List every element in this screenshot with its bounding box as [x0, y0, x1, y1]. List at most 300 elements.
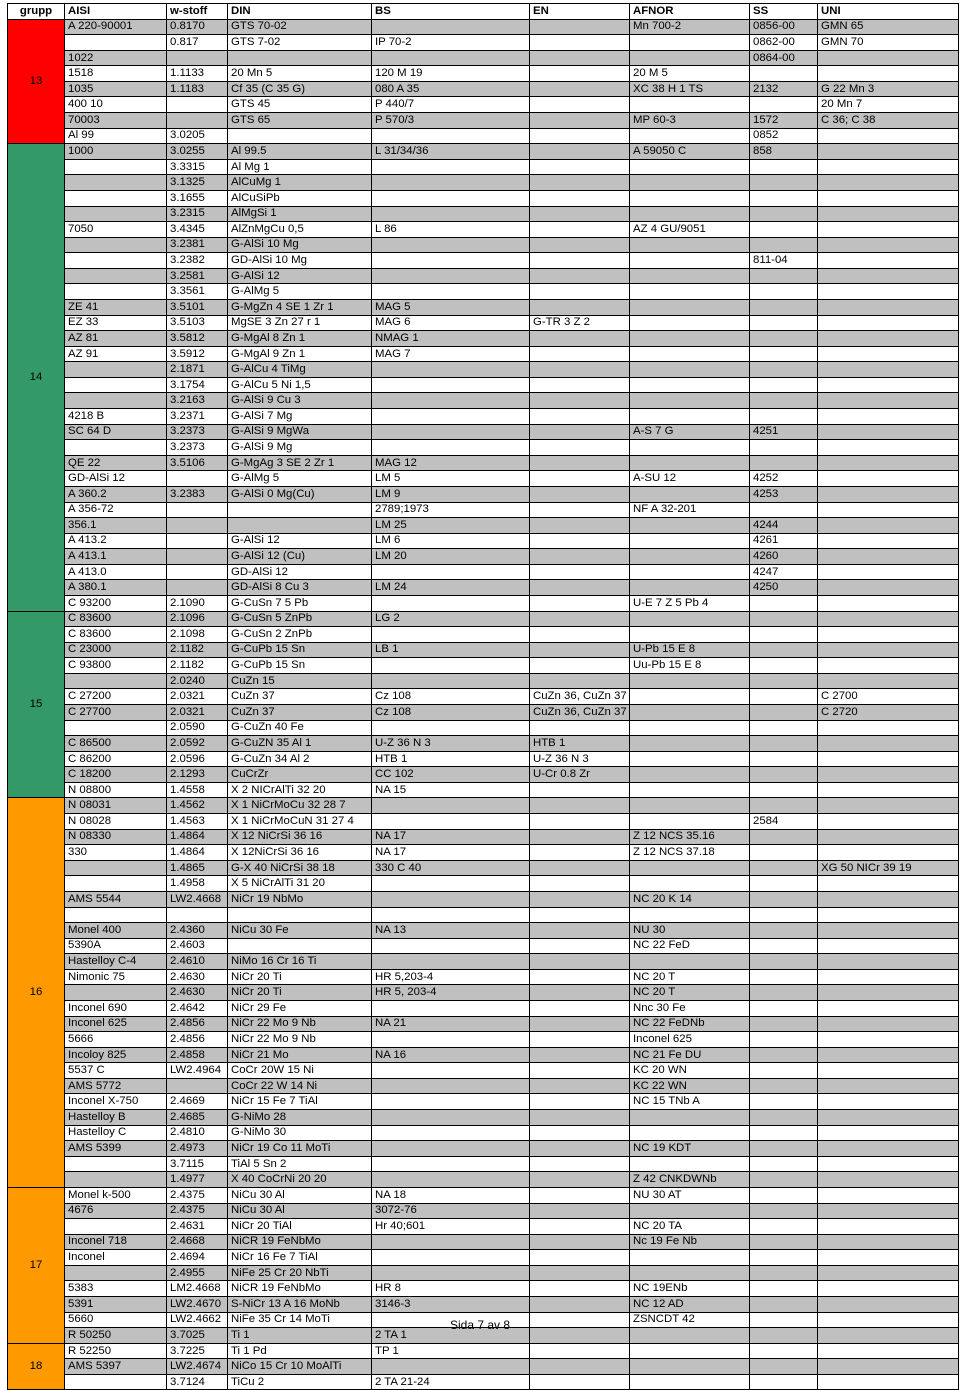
cell-aisi	[65, 362, 167, 378]
cell-bs: LB 1	[372, 642, 530, 658]
cell-ss	[750, 299, 818, 315]
header-grupp: grupp	[8, 4, 65, 20]
cell-uni	[818, 144, 959, 160]
cell-din: NiCu 30 Al	[228, 1187, 372, 1203]
table-row	[8, 362, 959, 378]
table-row	[8, 829, 959, 845]
cell-uni	[818, 377, 959, 393]
cell-din: GTS 70-02	[228, 19, 372, 35]
cell-w-stoff: 2.4642	[167, 1001, 228, 1017]
cell-bs: MAG 5	[372, 299, 530, 315]
group-cell: 14	[8, 144, 65, 611]
cell-aisi: AMS 5397	[65, 1359, 167, 1375]
cell-ss: 4260	[750, 549, 818, 565]
cell-afnor	[630, 518, 750, 534]
table-row	[8, 627, 959, 643]
cell-en	[530, 1016, 630, 1032]
cell-ss	[750, 66, 818, 82]
cell-aisi: R 52250	[65, 1343, 167, 1359]
table-row	[8, 954, 959, 970]
cell-w-stoff: 2.4603	[167, 938, 228, 954]
cell-bs: NMAG 1	[372, 331, 530, 347]
cell-ss	[750, 1032, 818, 1048]
cell-aisi	[65, 673, 167, 689]
cell-din	[228, 907, 372, 923]
cell-afnor	[630, 705, 750, 721]
cell-w-stoff: LW2.4674	[167, 1359, 228, 1375]
cell-uni: XG 50 NICr 39 19	[818, 860, 959, 876]
cell-ss	[750, 97, 818, 113]
table-row	[8, 1110, 959, 1126]
cell-din: NiCr 22 Mo 9 Nb	[228, 1016, 372, 1032]
cell-uni	[818, 159, 959, 175]
cell-uni	[818, 907, 959, 923]
cell-bs: NA 17	[372, 829, 530, 845]
cell-en	[530, 175, 630, 191]
cell-en	[530, 985, 630, 1001]
cell-aisi: GD-AlSi 12	[65, 471, 167, 487]
cell-aisi	[65, 1156, 167, 1172]
cell-en	[530, 190, 630, 206]
cell-afnor: NU 30	[630, 923, 750, 939]
cell-din: G-NiMo 30	[228, 1125, 372, 1141]
cell-en	[530, 564, 630, 580]
header-afnor: AFNOR	[630, 4, 750, 20]
cell-afnor	[630, 128, 750, 144]
cell-en	[530, 627, 630, 643]
cell-uni	[818, 128, 959, 144]
cell-ss	[750, 1141, 818, 1157]
cell-uni	[818, 938, 959, 954]
cell-bs	[372, 798, 530, 814]
cell-w-stoff: LW2.4662	[167, 1312, 228, 1328]
cell-din: GTS 45	[228, 97, 372, 113]
cell-afnor	[630, 206, 750, 222]
cell-aisi: A 356-72	[65, 502, 167, 518]
cell-w-stoff: 3.2383	[167, 486, 228, 502]
cell-aisi	[65, 206, 167, 222]
cell-aisi: Nimonic 75	[65, 969, 167, 985]
cell-aisi	[65, 159, 167, 175]
cell-afnor	[630, 580, 750, 596]
header-w-stoff: w-stoff	[167, 4, 228, 20]
cell-en	[530, 1203, 630, 1219]
cell-uni: G 22 Mn 3	[818, 81, 959, 97]
cell-aisi	[65, 377, 167, 393]
cell-w-stoff: 2.0321	[167, 705, 228, 721]
cell-din: Al 99.5	[228, 144, 372, 160]
cell-aisi: N 08800	[65, 782, 167, 798]
cell-aisi: A 380.1	[65, 580, 167, 596]
cell-aisi	[65, 393, 167, 409]
cell-bs	[372, 673, 530, 689]
cell-uni	[818, 409, 959, 425]
cell-en	[530, 829, 630, 845]
cell-aisi: N 08330	[65, 829, 167, 845]
cell-din: G-AlSi 9 Mg	[228, 440, 372, 456]
cell-bs: Cz 108	[372, 705, 530, 721]
cell-w-stoff: 3.2373	[167, 424, 228, 440]
cell-w-stoff: 2.1871	[167, 362, 228, 378]
cell-aisi	[65, 907, 167, 923]
table-row	[8, 1156, 959, 1172]
cell-afnor	[630, 237, 750, 253]
cell-ss	[750, 1125, 818, 1141]
table-row	[8, 985, 959, 1001]
table-row	[8, 128, 959, 144]
cell-w-stoff: 2.4685	[167, 1110, 228, 1126]
cell-ss	[750, 798, 818, 814]
cell-afnor: 20 M 5	[630, 66, 750, 82]
cell-din: G-AlSi 9 Cu 3	[228, 393, 372, 409]
cell-din: NiCr 21 Mo	[228, 1047, 372, 1063]
cell-ss	[750, 1110, 818, 1126]
cell-ss	[750, 642, 818, 658]
cell-aisi: C 93800	[65, 658, 167, 674]
cell-bs	[372, 1078, 530, 1094]
cell-en	[530, 19, 630, 35]
cell-w-stoff: 3.5101	[167, 299, 228, 315]
cell-bs	[372, 1141, 530, 1157]
cell-din: NiCr 15 Fe 7 TiAl	[228, 1094, 372, 1110]
table-row	[8, 1203, 959, 1219]
cell-w-stoff: 2.4955	[167, 1265, 228, 1281]
cell-w-stoff: 2.0592	[167, 736, 228, 752]
cell-w-stoff: 3.7115	[167, 1156, 228, 1172]
cell-aisi: C 27200	[65, 689, 167, 705]
group-cell: 18	[8, 1343, 65, 1390]
cell-bs	[372, 1125, 530, 1141]
cell-en	[530, 1125, 630, 1141]
cell-afnor: NC 22 FeD	[630, 938, 750, 954]
cell-afnor	[630, 736, 750, 752]
cell-ss	[750, 767, 818, 783]
cell-uni: C 36; C 38	[818, 113, 959, 129]
cell-ss	[750, 1094, 818, 1110]
cell-afnor: KC 20 WN	[630, 1063, 750, 1079]
cell-uni	[818, 1187, 959, 1203]
table-row	[8, 564, 959, 580]
cell-uni	[818, 253, 959, 269]
cell-en	[530, 1047, 630, 1063]
cell-afnor: NC 15 TNb A	[630, 1094, 750, 1110]
table-row	[8, 1187, 959, 1203]
cell-w-stoff: 3.5103	[167, 315, 228, 331]
cell-bs: NA 21	[372, 1016, 530, 1032]
table-row	[8, 299, 959, 315]
cell-din: G-AlSi 12	[228, 533, 372, 549]
cell-bs	[372, 1250, 530, 1266]
cell-en	[530, 782, 630, 798]
cell-uni	[818, 564, 959, 580]
cell-din: G-MgAg 3 SE 2 Zr 1	[228, 455, 372, 471]
cell-aisi: AZ 91	[65, 346, 167, 362]
cell-uni	[818, 611, 959, 627]
table-row	[8, 190, 959, 206]
cell-ss	[750, 1281, 818, 1297]
cell-bs	[372, 1001, 530, 1017]
table-row	[8, 35, 959, 51]
cell-din: X 12 NiCrSi 36 16	[228, 829, 372, 845]
table-row	[8, 471, 959, 487]
cell-din: NiCR 19 FeNbMo	[228, 1281, 372, 1297]
cell-ss	[750, 346, 818, 362]
cell-uni	[818, 222, 959, 238]
cell-afnor	[630, 767, 750, 783]
cell-din: CoCr 20W 15 Ni	[228, 1063, 372, 1079]
cell-din: CuZn 37	[228, 689, 372, 705]
cell-din: CuZn 37	[228, 705, 372, 721]
cell-din: GTS 65	[228, 113, 372, 129]
cell-afnor: Inconel 625	[630, 1032, 750, 1048]
table-body	[8, 19, 959, 1390]
cell-afnor	[630, 377, 750, 393]
table-row	[8, 907, 959, 923]
cell-w-stoff: 1.1133	[167, 66, 228, 82]
cell-bs	[372, 237, 530, 253]
cell-bs: HR 8	[372, 1281, 530, 1297]
cell-en	[530, 362, 630, 378]
cell-w-stoff: 3.1325	[167, 175, 228, 191]
cell-ss: 1572	[750, 113, 818, 129]
cell-en	[530, 144, 630, 160]
cell-afnor: Mn 700-2	[630, 19, 750, 35]
cell-ss	[750, 331, 818, 347]
cell-bs: MAG 6	[372, 315, 530, 331]
cell-din: G-AlCu 4 TiMg	[228, 362, 372, 378]
cell-aisi: C 93200	[65, 595, 167, 611]
cell-uni	[818, 518, 959, 534]
cell-din: NiFe 35 Cr 14 MoTi	[228, 1312, 372, 1328]
cell-din: G-AlMg 5	[228, 284, 372, 300]
cell-uni	[818, 1094, 959, 1110]
cell-aisi: Al 99	[65, 128, 167, 144]
cell-afnor	[630, 440, 750, 456]
cell-bs	[372, 50, 530, 66]
cell-afnor	[630, 1125, 750, 1141]
cell-afnor	[630, 954, 750, 970]
table-row	[8, 751, 959, 767]
cell-afnor: NC 22 FeDNb	[630, 1016, 750, 1032]
cell-aisi: C 83600	[65, 627, 167, 643]
cell-ss	[750, 1187, 818, 1203]
table-row	[8, 1359, 959, 1375]
cell-w-stoff	[167, 502, 228, 518]
cell-aisi: QE 22	[65, 455, 167, 471]
cell-uni	[818, 175, 959, 191]
table-row	[8, 409, 959, 425]
cell-ss	[750, 782, 818, 798]
cell-din: NiCo 15 Cr 10 MoAlTi	[228, 1359, 372, 1375]
cell-aisi	[65, 284, 167, 300]
cell-en	[530, 97, 630, 113]
cell-afnor	[630, 564, 750, 580]
table-row	[8, 595, 959, 611]
cell-bs: NA 18	[372, 1187, 530, 1203]
page-footer: Sida 7 av 8	[449, 1318, 511, 1332]
cell-ss	[750, 907, 818, 923]
cell-aisi: A 220-90001	[65, 19, 167, 35]
cell-bs: IP 70-2	[372, 35, 530, 51]
table-row	[8, 938, 959, 954]
cell-en	[530, 814, 630, 830]
cell-en	[530, 253, 630, 269]
cell-afnor	[630, 689, 750, 705]
table-row	[8, 1281, 959, 1297]
cell-ss	[750, 268, 818, 284]
cell-afnor: NC 19ENb	[630, 1281, 750, 1297]
cell-bs: 2 TA 1	[372, 1328, 530, 1344]
cell-uni	[818, 985, 959, 1001]
cell-bs	[372, 19, 530, 35]
cell-w-stoff: 3.2371	[167, 409, 228, 425]
cell-en	[530, 128, 630, 144]
cell-uni	[818, 206, 959, 222]
cell-din: 20 Mn 5	[228, 66, 372, 82]
cell-aisi: Inconel 690	[65, 1001, 167, 1017]
cell-en	[530, 1063, 630, 1079]
cell-en	[530, 206, 630, 222]
cell-aisi: 7050	[65, 222, 167, 238]
cell-en	[530, 1032, 630, 1048]
cell-uni	[818, 891, 959, 907]
cell-din: G-AlSi 7 Mg	[228, 409, 372, 425]
cell-afnor	[630, 549, 750, 565]
cell-aisi: N 08031	[65, 798, 167, 814]
cell-bs: LM 24	[372, 580, 530, 596]
cell-en	[530, 1141, 630, 1157]
cell-w-stoff: 2.4668	[167, 1234, 228, 1250]
cell-uni	[818, 1110, 959, 1126]
cell-en	[530, 891, 630, 907]
cell-ss	[750, 705, 818, 721]
cell-w-stoff: 2.4375	[167, 1203, 228, 1219]
cell-bs	[372, 1265, 530, 1281]
cell-uni	[818, 533, 959, 549]
cell-en	[530, 1172, 630, 1188]
table-row	[8, 284, 959, 300]
cell-bs	[372, 1094, 530, 1110]
table-row	[8, 814, 959, 830]
cell-uni	[818, 595, 959, 611]
cell-bs	[372, 206, 530, 222]
cell-bs	[372, 377, 530, 393]
cell-afnor: Nc 19 Fe Nb	[630, 1234, 750, 1250]
cell-en	[530, 1281, 630, 1297]
cell-bs: 3146-3	[372, 1296, 530, 1312]
table-row	[8, 736, 959, 752]
cell-din: GD-AlSi 12	[228, 564, 372, 580]
cell-bs: LM 6	[372, 533, 530, 549]
cell-bs	[372, 440, 530, 456]
table-row	[8, 377, 959, 393]
cell-afnor	[630, 1374, 750, 1390]
cell-uni	[818, 1125, 959, 1141]
cell-aisi: AMS 5399	[65, 1141, 167, 1157]
cell-ss	[750, 845, 818, 861]
cell-bs: 3072-76	[372, 1203, 530, 1219]
cell-bs: TP 1	[372, 1343, 530, 1359]
cell-bs	[372, 658, 530, 674]
cell-aisi	[65, 190, 167, 206]
cell-w-stoff: 2.1293	[167, 767, 228, 783]
cell-bs	[372, 1063, 530, 1079]
cell-en	[530, 1374, 630, 1390]
cell-en	[530, 1156, 630, 1172]
table-row	[8, 860, 959, 876]
cell-en	[530, 1094, 630, 1110]
cell-bs	[372, 268, 530, 284]
cell-en	[530, 159, 630, 175]
cell-din	[228, 938, 372, 954]
cell-aisi: A 413.1	[65, 549, 167, 565]
cell-en	[530, 1343, 630, 1359]
cell-en	[530, 331, 630, 347]
cell-w-stoff: 2.1090	[167, 595, 228, 611]
table-row	[8, 891, 959, 907]
cell-ss	[750, 440, 818, 456]
cell-aisi	[65, 35, 167, 51]
cell-bs: LG 2	[372, 611, 530, 627]
cell-din: S-NiCr 13 A 16 MoNb	[228, 1296, 372, 1312]
cell-din: G-CuZn 34 Al 2	[228, 751, 372, 767]
cell-uni	[818, 1078, 959, 1094]
cell-afnor	[630, 627, 750, 643]
cell-uni	[818, 1203, 959, 1219]
table-row	[8, 533, 959, 549]
cell-bs	[372, 1156, 530, 1172]
table-row	[8, 549, 959, 565]
cell-w-stoff: 0.8170	[167, 19, 228, 35]
cell-din: X 5 NiCrAlTi 31 20	[228, 876, 372, 892]
cell-din: G-CuPb 15 Sn	[228, 642, 372, 658]
cell-en	[530, 1296, 630, 1312]
cell-afnor: KC 22 WN	[630, 1078, 750, 1094]
cell-bs	[372, 907, 530, 923]
cell-din	[228, 128, 372, 144]
cell-en: U-Cr 0.8 Zr	[530, 767, 630, 783]
cell-afnor: NC 20 K 14	[630, 891, 750, 907]
cell-w-stoff: 3.0205	[167, 128, 228, 144]
cell-ss	[750, 159, 818, 175]
cell-uni	[818, 829, 959, 845]
cell-aisi	[65, 237, 167, 253]
cell-w-stoff: 3.3561	[167, 284, 228, 300]
cell-en	[530, 518, 630, 534]
header-bs: BS	[372, 4, 530, 20]
cell-en	[530, 658, 630, 674]
cell-aisi: AMS 5544	[65, 891, 167, 907]
table-row	[8, 767, 959, 783]
cell-din: G-CuPb 15 Sn	[228, 658, 372, 674]
cell-aisi	[65, 985, 167, 1001]
cell-din: Ti 1	[228, 1328, 372, 1344]
cell-en	[530, 720, 630, 736]
table-row	[8, 580, 959, 596]
cell-aisi	[65, 1374, 167, 1390]
cell-w-stoff	[167, 1078, 228, 1094]
cell-afnor	[630, 35, 750, 51]
cell-en	[530, 798, 630, 814]
cell-uni	[818, 486, 959, 502]
cell-aisi: Monel 400	[65, 923, 167, 939]
cell-uni	[818, 66, 959, 82]
cell-en	[530, 50, 630, 66]
cell-w-stoff: 2.0590	[167, 720, 228, 736]
cell-ss	[750, 923, 818, 939]
cell-ss: 2584	[750, 814, 818, 830]
cell-din: MgSE 3 Zn 27 r 1	[228, 315, 372, 331]
